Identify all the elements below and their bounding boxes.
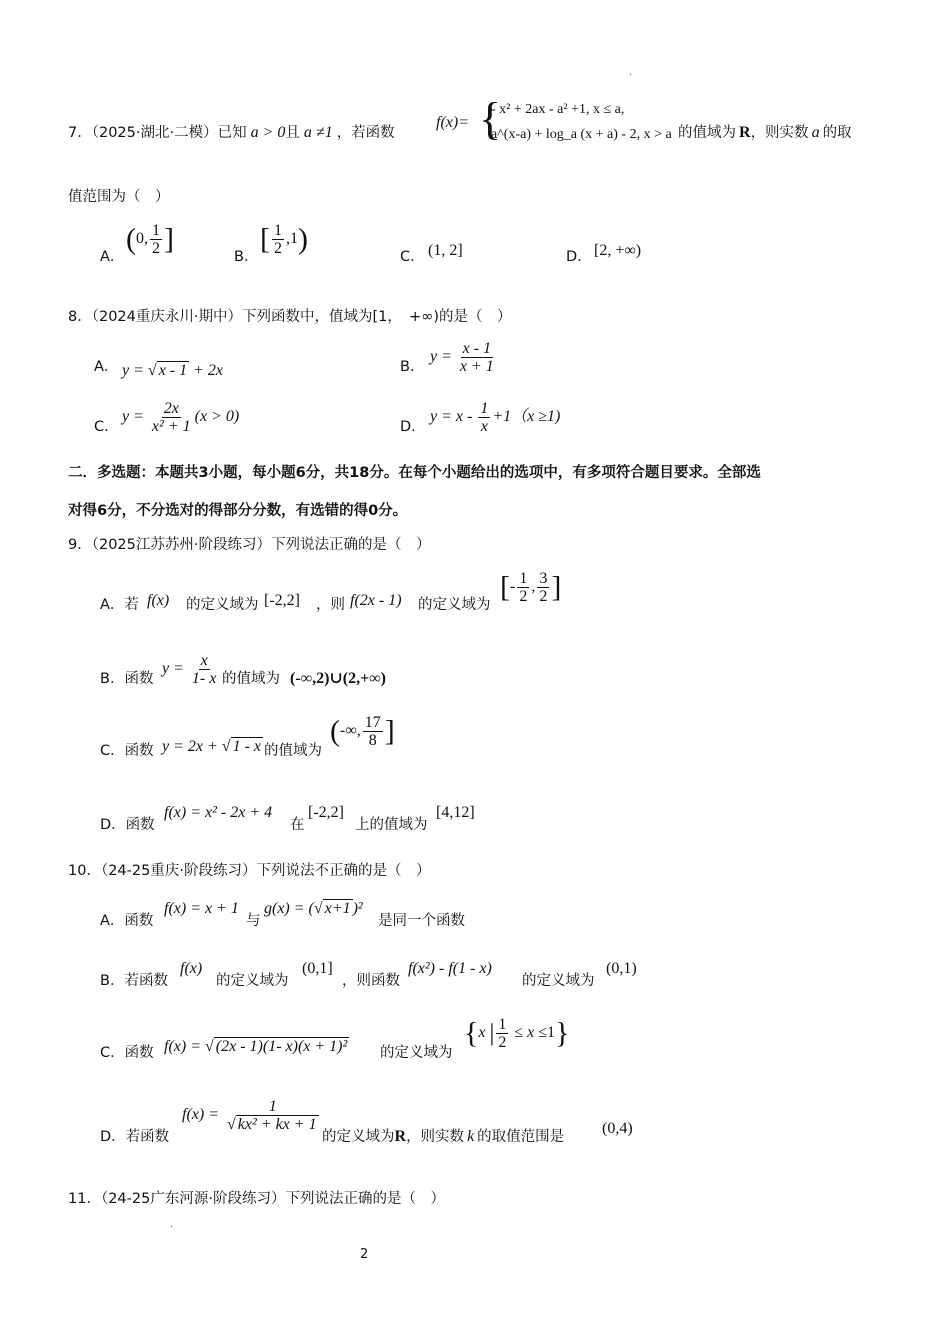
q9-d-t2: 在 (290, 817, 305, 833)
q7-tail2: 的取 (822, 125, 852, 141)
q9-a-label: A． (100, 597, 125, 613)
q10-d-t1: 若函数 (125, 1129, 170, 1145)
q10-d-f: f(x) = $\frac{1}{\text{√ kx² + kx + 1}}$ (182, 1098, 317, 1133)
q9-a-g: f(2x - 1) (350, 592, 402, 609)
q10-a-t2: 与 (246, 913, 261, 929)
q9-stem: 9．（2025江苏苏州·阶段练习）下列说法正确的是（ ） (68, 537, 431, 553)
q10-b-t3: ，则函数 (342, 973, 400, 989)
q10-d-k: k (467, 1128, 475, 1145)
q7-fx: f(x)= (436, 114, 469, 131)
q9-b-r: (-∞,2)∪(2,+∞) (290, 670, 386, 687)
q10-d-r: (0,4) (602, 1120, 633, 1137)
section2-title-line1: 二．多选题：本题共3小题，每小题6分，共18分。在每个小题给出的选项中，有多项符合题目要求。全部选 (68, 465, 761, 481)
q8-option-a-label: A． (94, 359, 119, 375)
q10-b-g: f(x²) - f(1 - x) (408, 960, 492, 977)
q10-c-f: f(x) = √ (2x - 1)(1- x)(x + 1)² (164, 1038, 348, 1055)
q7-option-b-math: [ $\frac{1}{2}$ ,1) (260, 222, 308, 257)
q10-b-label: B． (100, 973, 125, 989)
q10-d-t2 (322, 1126, 564, 1148)
q9-d-t3: 上的值域为 (355, 817, 428, 833)
q7-and: 且 (285, 125, 300, 141)
q10-b-r: (0,1) (606, 960, 637, 977)
page-mark: · (629, 70, 633, 81)
q9-b-t1: 函数 (124, 671, 154, 687)
q7-stem (68, 122, 395, 144)
q7-option-d-label: D． (566, 249, 592, 265)
q9-option-c (100, 740, 154, 762)
q9-d-label: D． (100, 817, 126, 833)
q8-option-c-math: y = $\frac{2x}{\text{x² + 1}}$ (x > 0) (122, 400, 240, 435)
q9-a-t1: 若 (124, 597, 139, 613)
q9-d-f: f(x) = x² - 2x + 4 (164, 804, 273, 821)
q9-c-f: y = 2x + √ 1 - x (162, 738, 262, 755)
q10-stem: 10．（24-25重庆·阶段练习）下列说法不正确的是（ ） (68, 863, 431, 879)
q7-R: R (739, 124, 751, 141)
q9-b-f: y = $\frac{x}{1- x}$ (162, 652, 217, 687)
q7-after-text: 的值域为 (678, 125, 736, 141)
q9-a-t4: 的定义域为 (418, 597, 491, 613)
q9-d-t1: 函数 (125, 817, 155, 833)
q10-d-t3: ，则实数 (406, 1129, 465, 1145)
q10-d-R: R (394, 1128, 407, 1145)
q10-option-d (100, 1126, 169, 1148)
q9-option-d (100, 814, 155, 836)
q9-c-t1: 函数 (124, 743, 154, 759)
q9-option-b (100, 668, 153, 690)
q8-option-d-math: y = x - $\frac{1}{x}$ +1（x ≥1) (430, 400, 561, 435)
q9-a-d2: [- $\frac{1}{2}$ , $\frac{3}{2}$ ] (500, 570, 562, 605)
q7-after (678, 122, 852, 144)
q7-stem-b: 值范围为（ ） (68, 189, 170, 205)
q10-option-a (100, 910, 153, 932)
q9-c-r: (-∞, $\frac{17}{8}$ ] (330, 714, 395, 749)
q7-option-a-math: (0, $\frac{1}{2}$ ] (126, 222, 174, 257)
q9-a-t2: 的定义域为 (186, 597, 259, 613)
q7-cond1: a > 0 (250, 124, 286, 141)
q7-piece2: a^(x-a) + log_a (x + a) - 2, x > a (491, 127, 672, 142)
page-mark-lower: · (170, 1222, 174, 1233)
q7-cond2: a ≠1 (303, 124, 333, 141)
q7-option-c-math: (1, 2] (428, 242, 463, 259)
q7-tail: ，则实数 (750, 125, 809, 141)
q9-b-t2: 的值域为 (222, 671, 280, 687)
q9-c-t2: 的值域为 (264, 743, 322, 759)
q11-stem: 11．（24-25广东河源·阶段练习）下列说法正确的是（ ） (68, 1191, 445, 1207)
q8-option-a-math: y = √ x - 1 + 2x (122, 362, 224, 379)
section2-title-line2: 对得6分，不分选对的得部分分数，有选错的得0分。 (68, 503, 408, 519)
q10-c-r: {x | $\frac{1}{2}$ ≤ x ≤1} (464, 1016, 570, 1051)
q10-b-d: (0,1] (302, 960, 333, 977)
q10-b-t1: 若函数 (124, 973, 168, 989)
q7-piece1: - x² + 2ax - a² +1, x ≤ a, (491, 102, 625, 117)
q10-c-t1: 函数 (124, 1045, 154, 1061)
q10-b-t2: 的定义域为 (216, 973, 289, 989)
q10-option-b (100, 970, 168, 992)
q10-b-t4: 的定义域为 (522, 973, 595, 989)
q9-option-a (100, 594, 139, 616)
q7-option-c-label: C． (400, 249, 425, 265)
q8-stem: 8．（2024重庆永川·期中）下列函数中，值域为[1， +∞)的是（ ） (68, 309, 512, 325)
q10-option-c (100, 1042, 154, 1064)
q9-b-label: B． (100, 671, 125, 687)
q8-option-d-label: D． (400, 419, 426, 435)
q10-a-f: f(x) = x + 1 (164, 900, 239, 917)
q10-d-label: D． (100, 1129, 126, 1145)
q7-brace: { (479, 93, 502, 144)
page-number: 2 (360, 1247, 369, 1262)
q10-d-t2-text: 的定义域为 (322, 1129, 395, 1145)
q7-mid: ，若函数 (336, 125, 395, 141)
q10-a-t3: 是同一个函数 (378, 913, 465, 929)
q10-c-label: C． (100, 1045, 125, 1061)
q9-a-t3: ，则 (316, 597, 345, 613)
q10-a-g: g(x) = (√ x+1 )² (264, 900, 363, 917)
q10-a-label: A． (100, 913, 125, 929)
q7-option-b-label: B． (234, 249, 259, 265)
q7-a: a (811, 124, 820, 141)
q7-option-d-math: [2, +∞) (594, 242, 642, 259)
q9-a-f: f(x) (147, 592, 170, 609)
q7-option-a-label: A． (100, 249, 125, 265)
q8-option-c-label: C． (94, 419, 119, 435)
q9-d-d: [-2,2] (308, 804, 344, 821)
q7-stem-a: 7．（2025·湖北·二模）已知 (68, 125, 247, 141)
q9-c-label: C． (100, 743, 125, 759)
q10-c-t2: 的定义域为 (380, 1045, 453, 1061)
q8-option-b-math: y = $\frac{x - 1}{x + 1}$ (430, 340, 494, 375)
q10-b-f: f(x) (180, 960, 203, 977)
q8-option-b-label: B． (400, 359, 425, 375)
q9-d-r: [4,12] (436, 804, 475, 821)
q10-d-t4: 的取值范围是 (477, 1129, 565, 1145)
q9-a-d1: [-2,2] (264, 592, 300, 609)
q10-a-t1: 函数 (124, 913, 154, 929)
